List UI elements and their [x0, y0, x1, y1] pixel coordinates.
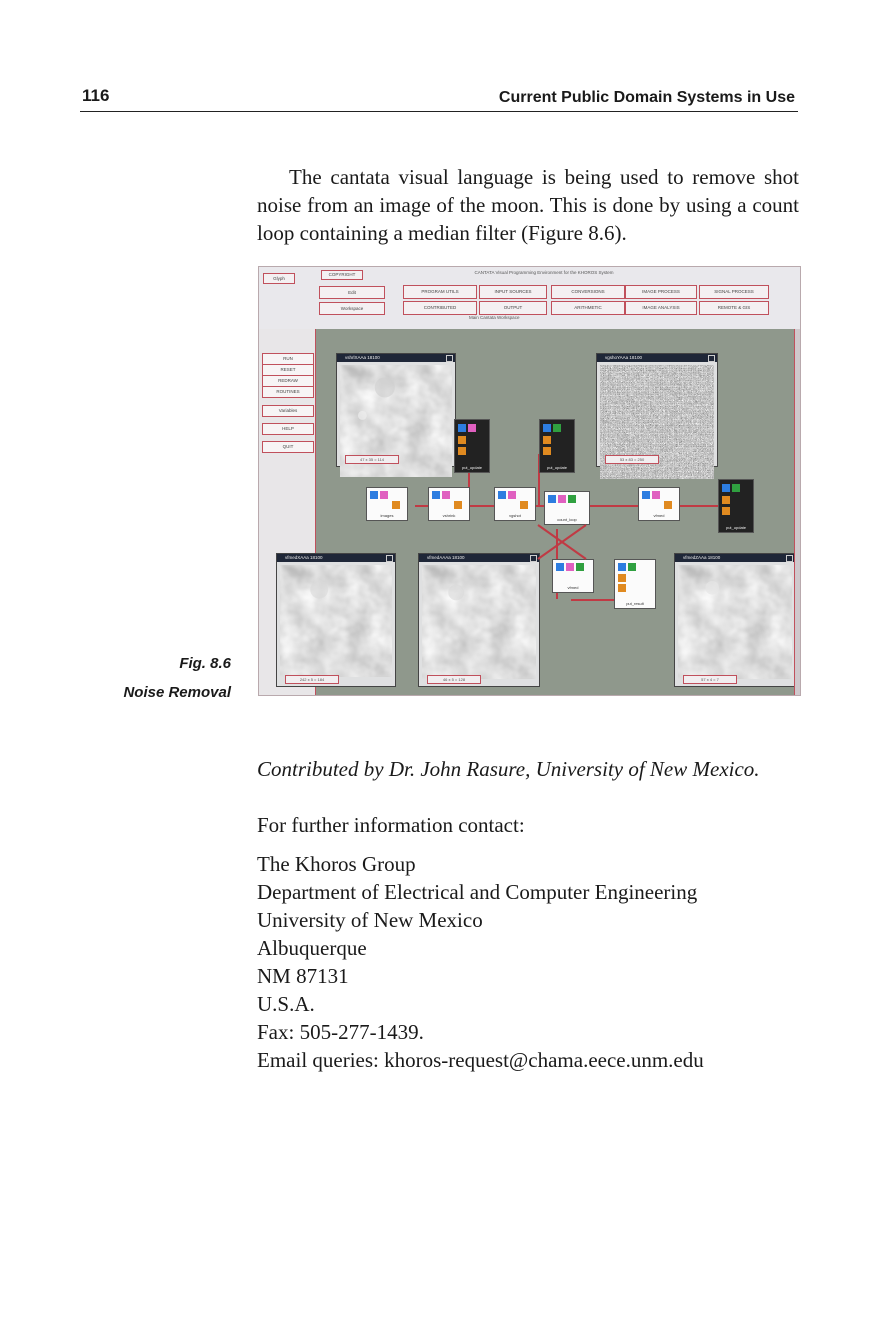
glyph-run-icon — [618, 563, 626, 571]
glyph-put-update[interactable] — [718, 479, 754, 533]
glyph-run-icon — [370, 491, 378, 499]
glyph-vshrink[interactable] — [428, 487, 470, 521]
image-window[interactable] — [276, 553, 396, 687]
intro-paragraph: The cantata visual language is being used to remove shot noise from an image of the moon. This is done by using a count loop containing a median filter (Figure 8.6). — [257, 165, 799, 245]
contact-line: Department of Electrical and Computer Engineering — [257, 880, 698, 904]
menu-conversions[interactable]: CONVERSIONS — [551, 285, 625, 299]
menu-remote-gis[interactable]: REMOTE & GIS — [699, 301, 769, 315]
glyph-run-icon — [432, 491, 440, 499]
glyph-label: put_update — [546, 465, 568, 470]
run-button[interactable]: RUN — [262, 353, 314, 365]
glyph-options-icon — [652, 491, 660, 499]
cantata-top-bar — [259, 267, 800, 329]
menu-program-utils[interactable]: PROGRAM UTILS — [403, 285, 477, 299]
glyph-put-result[interactable] — [614, 559, 656, 609]
glyph-vfmed[interactable] — [638, 487, 680, 521]
glyph-label: vshrink — [442, 513, 456, 518]
reset-button[interactable]: RESET — [262, 364, 314, 376]
glyph-options-icon — [553, 424, 561, 432]
window-status: 46 x 5 = 128 — [427, 675, 481, 684]
glyph-label: count_loop — [557, 517, 577, 522]
cantata-title: CANTATA Visual Programming Environment for the KHOROS System — [474, 270, 614, 275]
glyph-images[interactable] — [366, 487, 408, 521]
filtered-moon-image — [422, 565, 536, 679]
glyph-run-icon — [498, 491, 506, 499]
glyph-output-icon — [664, 501, 672, 509]
glyph-options-icon — [380, 491, 388, 499]
figure-title: Noise Removal — [123, 684, 231, 701]
glyph-run-icon — [543, 424, 551, 432]
menu-image-analysis[interactable]: IMAGE ANALYSIS — [625, 301, 697, 315]
menu-image-process[interactable]: IMAGE PROCESS — [625, 285, 697, 299]
window-status: 242 x 5 = 184 — [285, 675, 339, 684]
glyph-input-icon — [722, 507, 730, 515]
image-window[interactable] — [596, 353, 718, 467]
glyph-label: put_update — [725, 525, 747, 530]
contact-email: Email queries: khoros-request@chama.eece.unm.edu — [257, 1048, 704, 1072]
glyph-input-icon — [543, 436, 551, 444]
menu-input-sources[interactable]: INPUT SOURCES — [479, 285, 547, 299]
running-title: Current Public Domain Systems in Use — [498, 89, 795, 106]
window-status: 57 x 4 = 7 — [683, 675, 737, 684]
glyph-options-icon — [628, 563, 636, 571]
variables-button[interactable]: Variables — [262, 405, 314, 417]
page-number: 116 — [82, 86, 110, 105]
window-title: vfmedAAAa 18100 — [427, 555, 465, 560]
glyph-input-icon — [543, 447, 551, 455]
glyph-put-update[interactable] — [539, 419, 575, 473]
quit-button[interactable]: QUIT — [262, 441, 314, 453]
contact-line: NM 87131 — [257, 964, 349, 988]
copyright-button[interactable]: COPYRIGHT — [321, 270, 363, 280]
glyph-label: put_update — [461, 465, 483, 470]
glyph-output-icon — [454, 501, 462, 509]
workspace-scrollbar[interactable] — [794, 329, 801, 695]
glyph-input-icon — [458, 447, 466, 455]
glyph-label: vfmed — [567, 585, 579, 590]
filtered-moon-image — [280, 565, 392, 677]
glyph-label: vgshot — [509, 513, 521, 518]
menu-signal-process[interactable]: SIGNAL PROCESS — [699, 285, 769, 299]
glyph-label: put_result — [626, 601, 644, 606]
contact-intro: For further information contact: — [257, 813, 525, 837]
redraw-button[interactable]: REDRAW — [262, 375, 314, 387]
glyph-put-update[interactable] — [454, 419, 490, 473]
glyph-run-icon — [556, 563, 564, 571]
contributor-line: Contributed by Dr. John Rasure, University of New Mexico. — [257, 757, 760, 781]
workspace-button[interactable]: Workspace — [319, 302, 385, 315]
glyph-run-icon — [548, 495, 556, 503]
glyph-input-icon — [618, 574, 626, 582]
glyph-run-icon — [722, 484, 730, 492]
image-window[interactable] — [418, 553, 540, 687]
workspace-label: Main Cantata Workspace — [469, 315, 520, 320]
glyph-input-icon — [618, 584, 626, 592]
window-title: vfmedZAAa 18100 — [683, 555, 721, 560]
glyph-run-icon — [642, 491, 650, 499]
image-window[interactable] — [674, 553, 796, 687]
figure-number: Fig. 8.6 — [179, 655, 231, 672]
contact-line: U.S.A. — [257, 992, 315, 1016]
window-close-icon[interactable] — [386, 555, 393, 562]
glyph-vfmed[interactable] — [552, 559, 594, 593]
routines-button[interactable]: ROUTINES — [262, 386, 314, 398]
menu-arithmetic[interactable]: ARITHMETIC — [551, 301, 625, 315]
window-title: vshrlXAAa 18100 — [345, 355, 380, 360]
filtered-moon-image — [678, 565, 792, 679]
window-status: 53 x 83 = 250 — [605, 455, 659, 464]
glyph-output-icon — [520, 501, 528, 509]
glyph-run-icon — [458, 424, 466, 432]
header-rule — [80, 111, 798, 112]
window-status: 47 x 35 = 114 — [345, 455, 399, 464]
window-close-icon[interactable] — [446, 355, 453, 362]
glyph-label: images — [380, 513, 394, 518]
glyph-options-icon — [568, 495, 576, 503]
glyph-input-icon — [458, 436, 466, 444]
glyph-options-icon — [508, 491, 516, 499]
glyph-options-icon — [566, 563, 574, 571]
window-title: vfmedXAAa 18100 — [285, 555, 323, 560]
glyph-count-loop[interactable] — [544, 491, 590, 525]
glyph-vgshot[interactable] — [494, 487, 536, 521]
glyph-input-icon — [722, 496, 730, 504]
glyph-options-icon — [732, 484, 740, 492]
glyph-options-icon — [576, 563, 584, 571]
glyph-label: vfmed — [653, 513, 665, 518]
glyph-options-icon — [468, 424, 476, 432]
glyph-options-icon — [442, 491, 450, 499]
glyph-output-icon — [392, 501, 400, 509]
contact-line: University of New Mexico — [257, 908, 483, 932]
help-button[interactable]: HELP — [262, 423, 314, 435]
window-title: vgshoYAAa 18100 — [605, 355, 642, 360]
window-close-icon[interactable] — [786, 555, 793, 562]
edit-button[interactable]: Edit — [319, 286, 385, 299]
glyph-button[interactable]: Glyph — [263, 273, 295, 284]
image-window[interactable] — [336, 353, 456, 467]
contact-line: Fax: 505-277-1439. — [257, 1020, 424, 1044]
glyph-options-icon — [558, 495, 566, 503]
loop-connection — [534, 523, 594, 563]
cantata-screenshot — [258, 266, 801, 696]
menu-output[interactable]: OUTPUT — [479, 301, 547, 315]
contact-line: Albuquerque — [257, 936, 367, 960]
contact-line: The Khoros Group — [257, 852, 416, 876]
menu-contributed[interactable]: CONTRIBUTED — [403, 301, 477, 315]
window-close-icon[interactable] — [708, 355, 715, 362]
